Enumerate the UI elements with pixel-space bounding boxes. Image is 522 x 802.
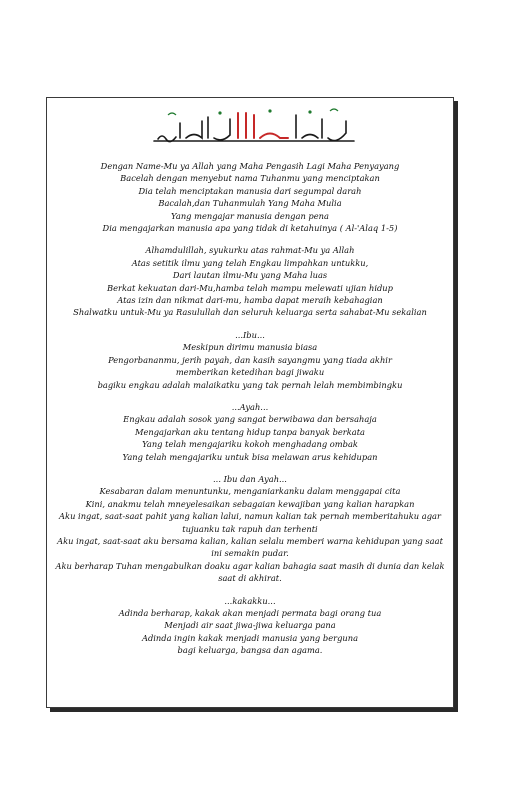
text-line: Kesabaran dalam menuntunku, menganiarkanku dalam menggapai cita [99,486,401,497]
text-line: Aku ingat, saat-saat pahit yang kalian lalui, namun kalian tak pernah memberitahuku agar [59,511,441,522]
text-line: Yang telah mengajariku kokoh menghadang ombak [142,439,358,450]
text-line: Yang telah mengajariku untuk bisa melawan arus kehidupan [122,451,378,462]
text-line: Pengorbananmu, jerih payah, dan kasih sayangmu yang tiada akhir [108,354,392,365]
text-line: Aku ingat, saat-saat aku bersama kalian, kalian selalu memberi warna kehidupan yang saat [57,535,443,546]
section-heading: ...Ayah... [231,401,269,412]
section-alhamdulillah [50,244,450,318]
text-line: Menjadi air saat jiwa-jiwa keluarga pana [164,620,336,631]
text-line: Berkat kekuatan dari-Mu,hamba telah mampu melewati ujian hidup [107,282,393,293]
section-heading: ... Ibu dan Ayah... [213,473,287,484]
text-line: memberikan ketedihan bagi jiwaku [175,367,325,378]
text-line: bagiku engkau adalah malaikatku yang tak pernah lelah membimbingku [97,379,403,390]
text-line: Bacelah dengan menyebut nama Tuhanmu yang menciptakan [120,173,380,184]
section-kakak [50,595,450,657]
section-heading: ...kakakku... [224,595,276,606]
text-line: Aku berharap Tuhan mengabulkan doaku agar kalian bahagia saat masih di dunia dan kelak [55,560,445,571]
text-line: Dia telah menciptakan manusia dari segumpal darah [138,185,362,196]
section-quran [50,160,450,234]
text-line: bagi keluarga, bangsa dan agama. [177,645,323,656]
text-line: saat di akhirat. [218,573,282,584]
text-line: Shalwatku untuk-Mu ya Rasulullah dan seluruh keluarga serta sahabat-Mu sekalian [73,307,427,318]
text-line: Meskipun dirimu manusia biasa [182,342,318,353]
text-line: Alhamdulillah, syukurku atas rahmat-Mu ya Allah [145,245,355,256]
section-ibu-dan-ayah [50,473,450,585]
text-line: Dia mengajarkan manusia apa yang tidak di ketahuinya ( Al-'Alaq 1-5) [102,223,398,234]
section-ibu [50,329,450,391]
text-line: ini semakin pudar. [211,548,289,559]
basmala-calligraphy [150,103,360,149]
section-ayah [50,401,450,463]
text-line: Atas izin dan nikmat dari-mu, hamba dapat meraih kebahagian [117,295,383,306]
text-line: Adinda ingin kakak menjadi manusia yang berguna [141,632,359,643]
text-line: Engkau adalah sosok yang sangat berwibawa dan bersahaja [123,414,377,425]
dedication-text [50,160,450,657]
text-line: tujuanku tak rapuh dan terhenti [182,523,318,534]
text-line: Adinda berharap, kakak akan menjadi permata bagi orang tua [118,608,382,618]
text-line: Mengajarkan aku tentang hidup tanpa banyak berkata [134,426,366,437]
text-line: Atas setitik ilmu yang telah Engkau limpahkan untukku, [131,257,369,268]
section-heading: ...Ibu... [235,329,265,340]
text-line: Bacalah,dan Tuhanmulah Yang Maha Mulia [158,198,342,209]
text-line: Yang mengajar manusia dengan pena [171,210,329,221]
text-line: Dengan Name-Mu ya Allah yang Maha Pengasih Lagi Maha Penyayang [100,161,400,171]
text-line: Kini, anakmu telah mneyelesaikan sebagaian kewajiban yang kalian harapkan [85,498,415,509]
text-line: Dari lautan ilmu-Mu yang Maha luas [172,270,328,281]
